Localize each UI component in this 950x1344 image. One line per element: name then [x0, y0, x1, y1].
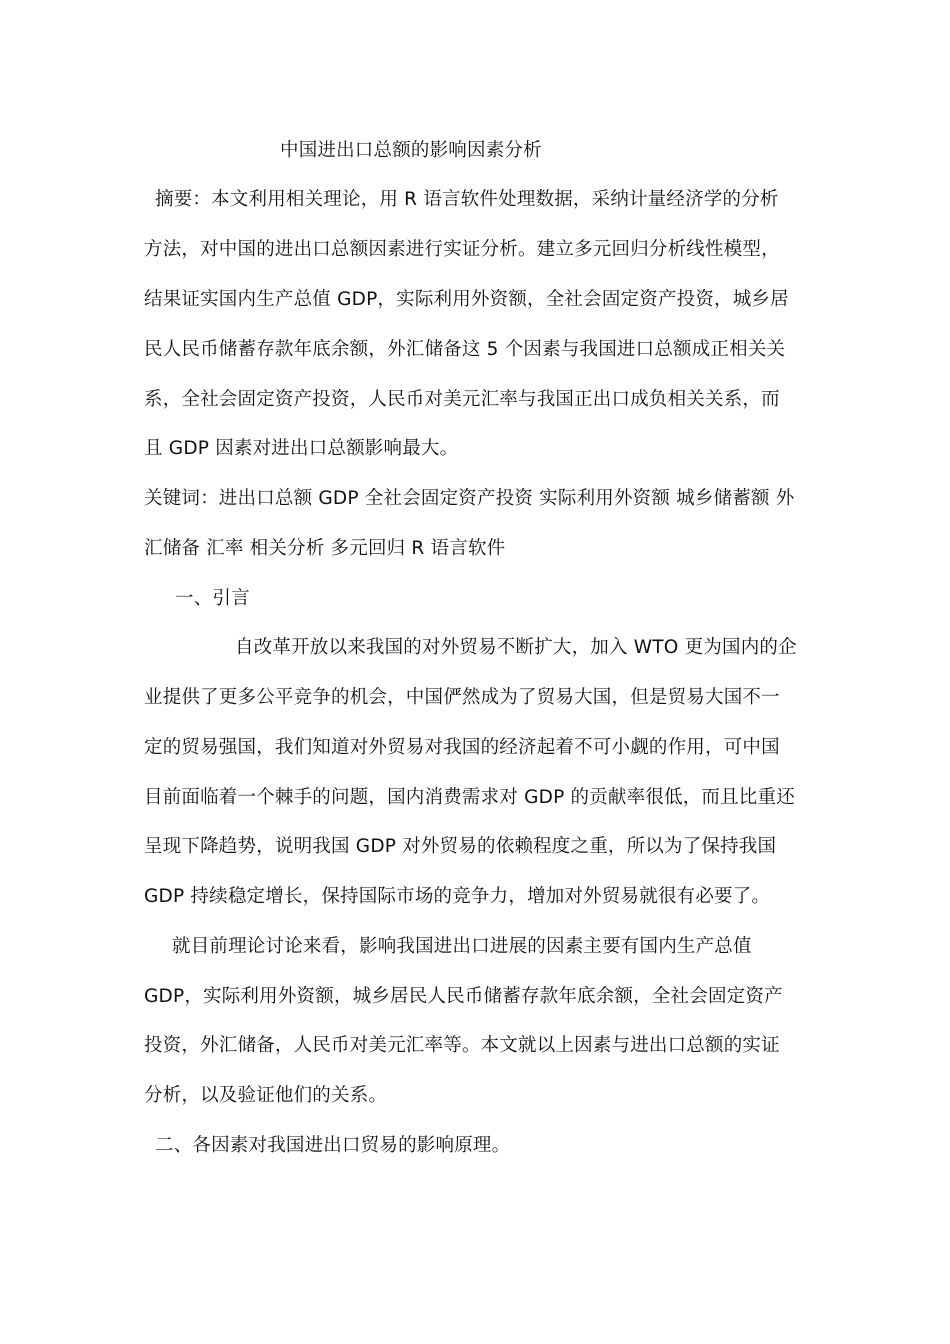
abstract-line-1: 摘要：本文利用相关理论，用 R 语言软件处理数据，采纳计量经济学的分析	[155, 189, 779, 210]
keywords-line-1: 关键词：进出口总额 GDP 全社会固定资产投资 实际利用外资额 城乡储蓄额 外	[144, 488, 795, 509]
intro-para2-line-4: 分析，以及验证他们的关系。	[144, 1085, 388, 1106]
intro-para1-line-1: 自改革开放以来我国的对外贸易不断扩大，加入 WTO 更为国内的企	[235, 637, 797, 658]
keywords-line-2: 汇储备 汇率 相关分析 多元回归 R 语言软件	[144, 538, 506, 559]
intro-para1-line-6: GDP 持续稳定增长，保持国际市场的竞争力，增加对外贸易就很有必要了。	[144, 886, 771, 907]
intro-para1-line-2: 业提供了更多公平竞争的机会，中国俨然成为了贸易大国，但是贸易大国不一	[144, 687, 780, 708]
intro-para1-line-3: 定的贸易强国，我们知道对外贸易对我国的经济起着不可小觑的作用，可中国	[144, 737, 780, 758]
abstract-line-2: 方法，对中国的进出口总额因素进行实证分析。建立多元回归分析线性模型，	[144, 239, 780, 260]
intro-para2-line-1: 就目前理论讨论来看，影响我国进出口进展的因素主要有国内生产总值	[172, 936, 752, 957]
abstract-line-6: 且 GDP 因素对进出口总额影响最大。	[144, 438, 459, 459]
intro-para2-line-3: 投资，外汇储备，人民币对美元汇率等。本文就以上因素与进出口总额的实证	[144, 1035, 780, 1056]
intro-para1-line-4: 目前面临着一个棘手的问题，国内消费需求对 GDP 的贡献率很低，而且比重还	[144, 787, 795, 808]
intro-para2-line-2: GDP，实际利用外资额，城乡居民人民币储蓄存款年底余额，全社会固定资产	[144, 986, 783, 1007]
abstract-line-4: 民人民币储蓄存款年底余额，外汇储备这 5 个因素与我国进口总额成正相关关	[144, 339, 786, 360]
section-heading-intro: 一、引言	[175, 588, 250, 609]
document-title: 中国进出口总额的影响因素分析	[280, 140, 542, 161]
abstract-line-3: 结果证实国内生产总值 GDP，实际利用外资额，全社会固定资产投资，城乡居	[144, 289, 789, 310]
intro-para1-line-5: 呈现下降趋势，说明我国 GDP 对外贸易的依赖程度之重，所以为了保持我国	[144, 836, 777, 857]
abstract-line-5: 系，全社会固定资产投资，人民币对美元汇率与我国正出口成负相关关系，而	[144, 389, 780, 410]
section-heading-factors: 二、各因素对我国进出口贸易的影响原理。	[155, 1135, 511, 1156]
